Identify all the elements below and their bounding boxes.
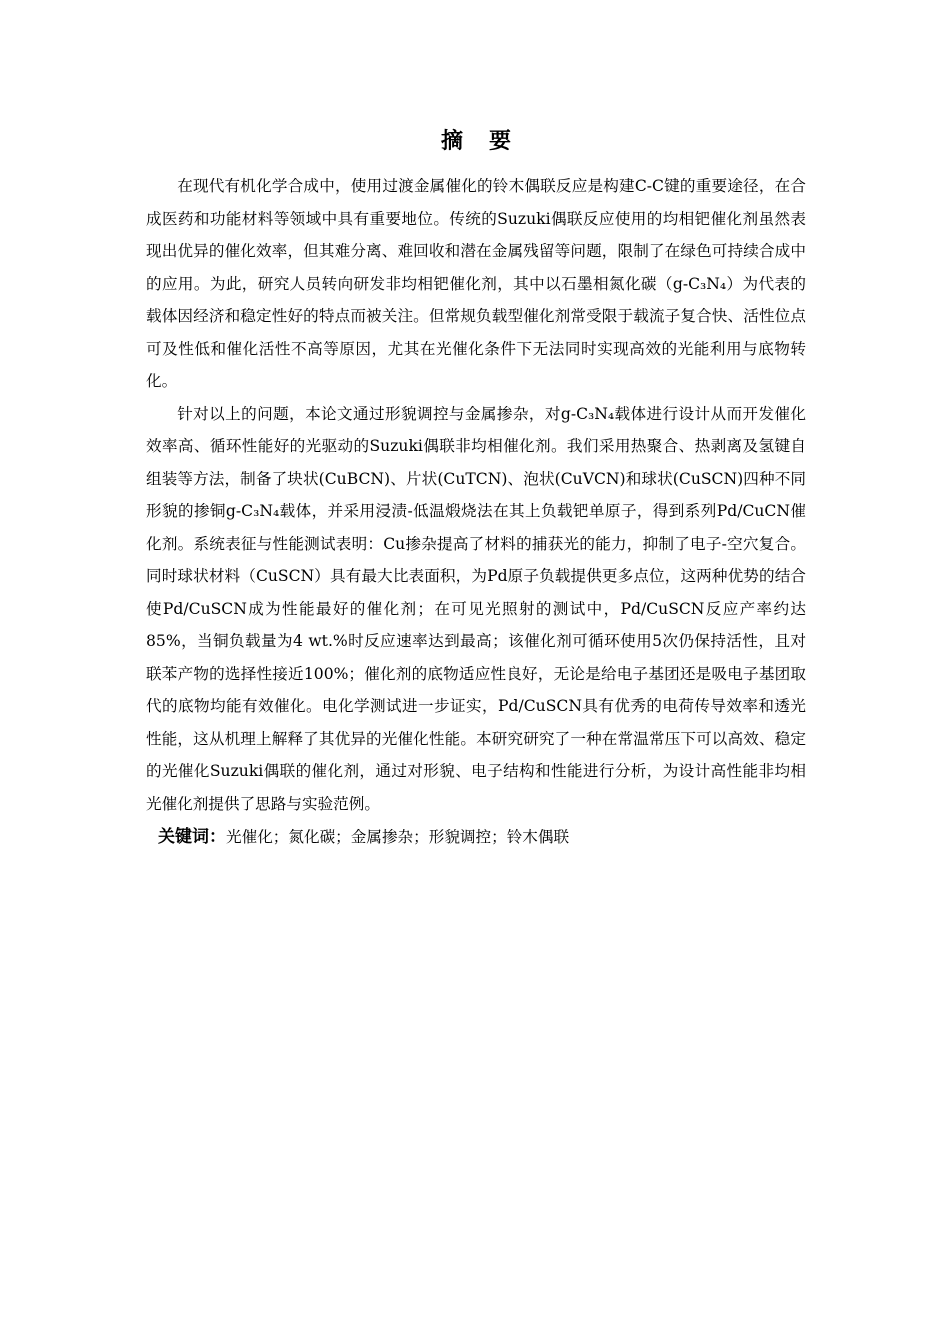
abstract-title: 摘要 [440, 129, 537, 154]
abstract-page [146, 120, 806, 854]
abstract-paragraph-1: 在现代有机化学合成中，使用过渡金属催化的铃木偶联反应是构建C-C键的重要途径，在合成医药和功能材料等领域中具有重要地位。传统的Suzuki偶联反应使用的均相钯催化剂虽然表现出优异的催化效率，但其难分离、难回收和潜在金属残留等问题，限制了在绿色可持续合成中的应用。为此，研究人员转向研发非均相钯催化剂，其中以石墨相氮化碳（g-C₃N₄）为代表的载体因经济和稳定性好的特点而被关注。但常规负载型催化剂常受限于载流子复合快、活性位点可及性低和催化活性不高等原因，尤其在光催化条件下无法同时实现高效的光能利用与底物转化。 [146, 177, 806, 390]
abstract-paragraph-2: 针对以上的问题，本论文通过形貌调控与金属掺杂，对g-C₃N₄载体进行设计从而开发催化效率高、循环性能好的光驱动的Suzuki偶联非均相催化剂。我们采用热聚合、热剥离及氢键自组装等方法，制备了块状(CuBCN)、片状(CuTCN)、泡状(CuVCN)和球状(CuSCN)四种不同形貌的掺铜g-C₃N₄载体，并采用浸渍-低温煅烧法在其上负载钯单原子，得到系列Pd/CuCN催化剂。系统表征与性能测试表明：Cu掺杂提高了材料的捕获光的能力，抑制了电子-空穴复合。同时球状材料（CuSCN）具有最大比表面积，为Pd原子负载提供更多点位，这两种优势的结合使Pd/CuSCN成为性能最好的催化剂；在可见光照射的测试中，Pd/CuSCN反应产率约达85%，当铜负载量为4 wt.%时反应速率达到最高；该催化剂可循环使用5次仍保持活性，且对联苯产物的选择性接近100%；催化剂的底物适应性良好，无论是给电子基团还是吸电子基团取代的底物均能有效催化。电化学测试进一步证实，Pd/CuSCN具有优秀的电荷传导效率和透光性能，这从机理上解释了其优异的光催化性能。本研究研究了一种在常温常压下可以高效、稳定的光催化Suzuki偶联的催化剂，通过对形貌、电子结构和性能进行分析，为设计高性能非均相光催化剂提供了思路与实验范例。 [146, 404, 806, 813]
keywords-list: 光催化；氮化碳；金属掺杂；形貌调控；铃木偶联 [226, 828, 570, 846]
keywords-label: 关键词： [158, 827, 226, 847]
keywords-line [158, 820, 806, 854]
